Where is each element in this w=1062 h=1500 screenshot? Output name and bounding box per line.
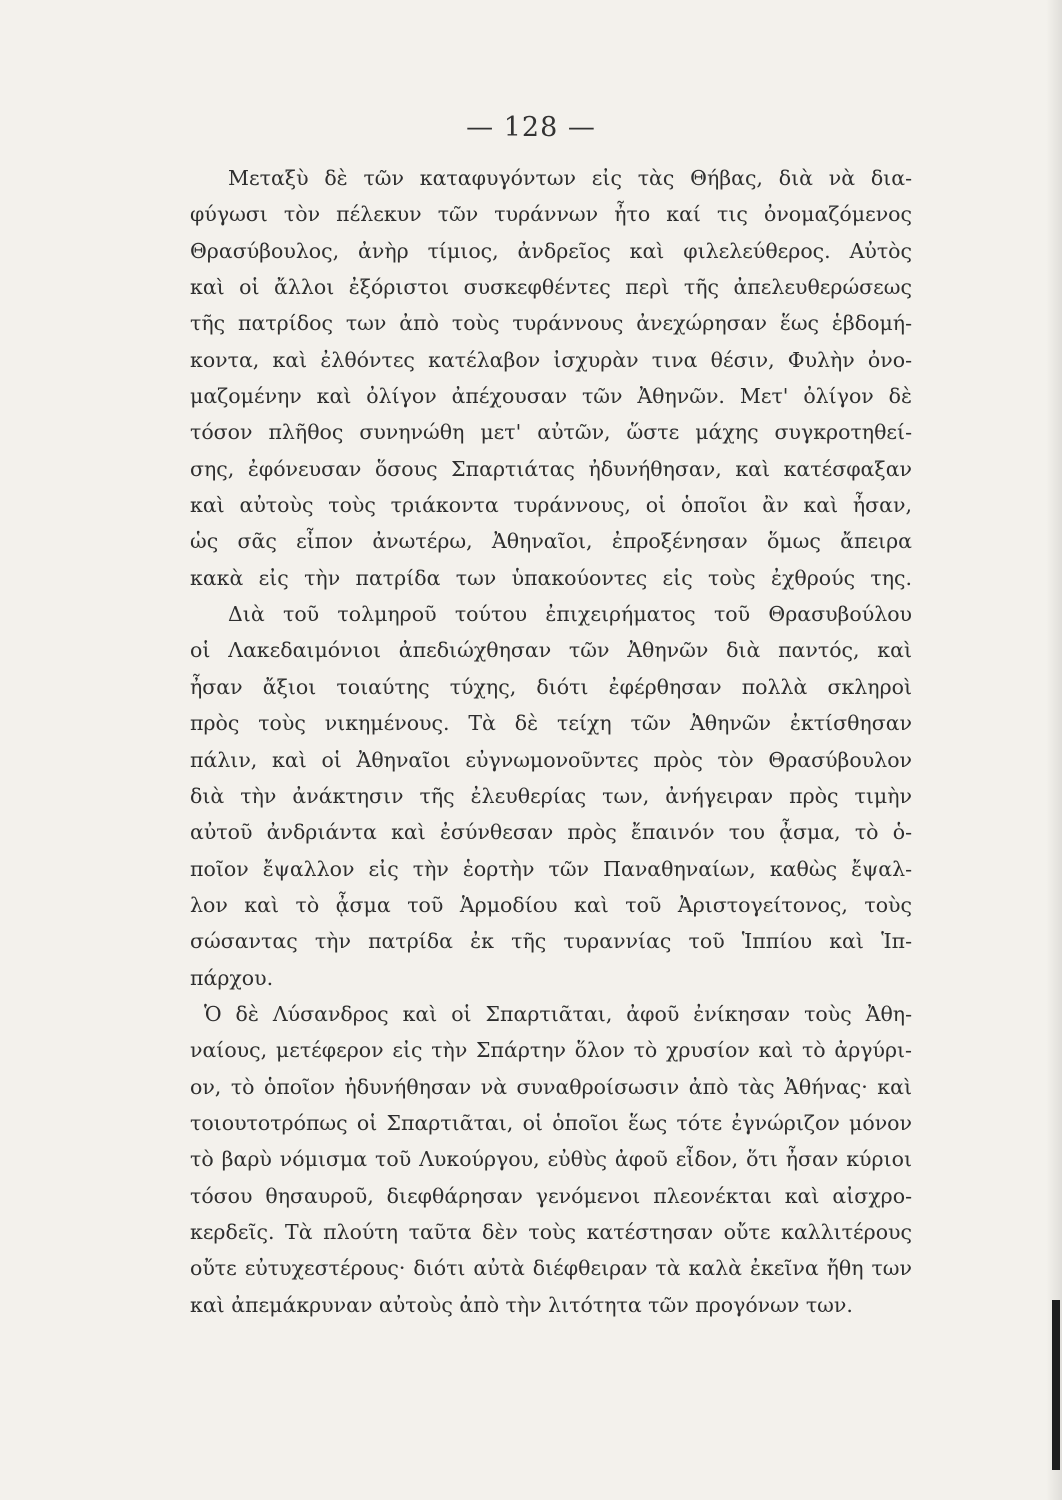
text-line: καὶ οἱ ἄλλοι ἐξόριστοι συσκεφθέντες περὶ τῆς ἀπελευθερώσεως bbox=[190, 275, 912, 300]
text-line: τοιουτοτρόπως οἱ Σπαρτιᾶται, οἱ ὁποῖοι ἕως τότε ἐγνώριζον μόνον bbox=[190, 1110, 912, 1135]
text-line: οὔτε εὐτυχεστέρους· διότι αὐτὰ διέφθειραν τὰ καλὰ ἐκεῖνα ἤθη των bbox=[190, 1256, 912, 1281]
text-line: τῆς πατρίδος των ἀπὸ τοὺς τυράννους ἀνεχώρησαν ἕως ἑβδομή- bbox=[190, 311, 912, 336]
text-line: Ὁ δὲ Λύσανδρος καὶ οἱ Σπαρτιᾶται, ἀφοῦ ἐνίκησαν τοὺς Ἀθη- bbox=[204, 1001, 912, 1026]
text-line: Θρασύβουλος, ἀνὴρ τίμιος, ἀνδρεῖος καὶ φιλελεύθερος. Αὐτὸς bbox=[190, 238, 912, 263]
text-line: τόσου θησαυροῦ, διεφθάρησαν γενόμενοι πλεονέκται καὶ αἰσχρο- bbox=[190, 1183, 912, 1208]
text-line: ἦσαν ἄξιοι τοιαύτης τύχης, διότι ἐφέρθησαν πολλὰ σκληροὶ bbox=[190, 674, 912, 699]
text-line: κακὰ εἰς τὴν πατρίδα των ὑπακούοντες εἰς τοὺς ἐχθρούς της. bbox=[190, 565, 912, 590]
text-line: φύγωσι τὸν πέλεκυν τῶν τυράννων ἦτο καί τις ὀνομαζόμενος bbox=[190, 202, 912, 227]
text-line: ποῖον ἔψαλλον εἰς τὴν ἑορτὴν τῶν Παναθηναίων, καθὼς ἔψαλ- bbox=[190, 856, 912, 881]
text-line: Διὰ τοῦ τολμηροῦ τούτου ἐπιχειρήματος τοῦ Θρασυβούλου bbox=[228, 602, 912, 627]
text-line: κερδεῖς. Τὰ πλούτη ταῦτα δὲν τοὺς κατέστησαν οὔτε καλλιτέρους bbox=[190, 1219, 912, 1244]
text-line: ον, τὸ ὁποῖον ἠδυνήθησαν νὰ συναθροίσωσιν ἀπὸ τὰς Ἀθήνας· καὶ bbox=[190, 1074, 912, 1099]
text-line: ναίους, μετέφερον εἰς τὴν Σπάρτην ὅλον τὸ χρυσίον καὶ τὸ ἀργύρι- bbox=[190, 1038, 912, 1063]
body-text bbox=[190, 160, 912, 1323]
text-line: ὡς σᾶς εἶπον ἀνωτέρω, Ἀθηναῖοι, ἐπροξένησαν ὅμως ἄπειρα bbox=[190, 529, 912, 554]
text-line: σώσαντας τὴν πατρίδα ἐκ τῆς τυραννίας τοῦ Ἱππίου καὶ Ἱπ- bbox=[190, 929, 912, 954]
text-line: Μεταξὺ δὲ τῶν καταφυγόντων εἰς τὰς Θήβας, διὰ νὰ δια- bbox=[228, 166, 912, 190]
page-number: — 128 — bbox=[466, 112, 596, 143]
text-line: οἱ Λακεδαιμόνιοι ἀπεδιώχθησαν τῶν Ἀθηνῶν διὰ παντός, καὶ bbox=[190, 638, 912, 663]
text-line: πρὸς τοὺς νικημένους. Τὰ δὲ τείχη τῶν Ἀθηνῶν ἐκτίσθησαν bbox=[190, 711, 912, 736]
text-line: πάρχου. bbox=[190, 965, 274, 990]
text-line: λον καὶ τὸ ᾆσμα τοῦ Ἁρμοδίου καὶ τοῦ Ἀριστογείτονος, τοὺς bbox=[190, 892, 912, 917]
text-line: τὸ βαρὺ νόμισμα τοῦ Λυκούργου, εὐθὺς ἀφοῦ εἶδον, ὅτι ἦσαν κύριοι bbox=[190, 1147, 912, 1172]
text-line: σης, ἐφόνευσαν ὅσους Σπαρτιάτας ἠδυνήθησαν, καὶ κατέσφαξαν bbox=[190, 456, 912, 481]
text-line: αὐτοῦ ἀνδριάντα καὶ ἐσύνθεσαν πρὸς ἔπαινόν του ᾆσμα, τὸ ὁ- bbox=[190, 820, 912, 845]
text-line: μαζομένην καὶ ὀλίγον ἀπέχουσαν τῶν Ἀθηνῶν. Μετ' ὀλίγον δὲ bbox=[190, 384, 912, 409]
scan-edge-mark bbox=[1052, 1300, 1060, 1470]
text-line: πάλιν, καὶ οἱ Ἀθηναῖοι εὐγνωμονοῦντες πρὸς τὸν Θρασύβουλον bbox=[190, 747, 912, 772]
text-line: καὶ ἀπεμάκρυναν αὐτοὺς ἀπὸ τὴν λιτότητα τῶν προγόνων των. bbox=[190, 1292, 853, 1317]
text-line: καὶ αὐτοὺς τοὺς τριάκοντα τυράννους, οἱ ὁποῖοι ἂν καὶ ἦσαν, bbox=[190, 493, 912, 518]
text-line: κοντα, καὶ ἐλθόντες κατέλαβον ἰσχυρὰν τινα θέσιν, Φυλὴν ὀνο- bbox=[190, 347, 912, 372]
text-line: τόσον πλῆθος συνηνώθη μετ' αὐτῶν, ὥστε μάχης συγκροτηθεί- bbox=[190, 420, 912, 445]
page-edge-shadow bbox=[1046, 0, 1062, 1500]
text-line: διὰ τὴν ἀνάκτησιν τῆς ἐλευθερίας των, ἀνήγειραν πρὸς τιμὴν bbox=[190, 783, 912, 808]
